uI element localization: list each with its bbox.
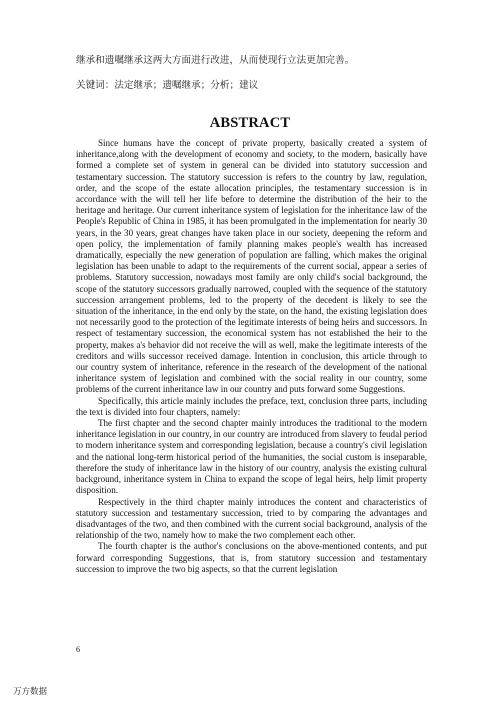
abstract-paragraph-2: Specifically, this article mainly includes the preface, text, conclusion three parts, including the text is divided into four chapters, namely: (76, 395, 427, 417)
abstract-paragraph-3: The first chapter and the second chapter mainly introduces the traditional to the modern inheritance legislation in our country, in our country are introduced from slavery to feudal period to modern inheritance system and corresponding legislation, because a country's civil legislation and the national long-term historical period of the humanities, the social custom is inseparable, therefore the study of inheritance law in the history of our country, analysis the existing cultural background, inheritance system in China to expand the scope of legal heirs, help limit property disposition. (76, 418, 427, 496)
abstract-paragraph-5: The fourth chapter is the author's conclusions on the above-mentioned contents, and put forward corresponding Suggestions, that is, from statutory succession and testamentary succession to improve the two big aspects, so that the current legislation (76, 541, 427, 574)
abstract-paragraph-1: Since humans have the concept of private property, basically created a system of inheritance,along with the development of economy and society, to the modern, basically have formed a complete set of system in general can be divided into statutory succession and testamentary succession. The statutory succession is refers to the country by law, regulation, order, and the scope of the estate allocation principles, the testamentary succession is in accordance with the will tell her life before to determine the distribution of the heir to the heritage and heritage. Our current inheritance system of legislation for the inheritance law of the People's Republic of China in 1985, it has been promulgated in the implementation for nearly 30 years, in the 30 years, great changes have taken place in our society, deepening the reform and open policy, the implementation of family planning makes people's wealth has increased dramatically, especially the new generation of population are falling, which makes the original legislation has been unable to adapt to the requirements of the current social, appear a series of problems. Statutory succession, nowadays most family are only child's social background, the scope of the statutory successors gradually narrowed, coupled with the sequence of the statutory succession arrangement problems, led to the property of the decedent is likely to see the situation of the inheritance, in the end only by the state, on the hand, the existing legislation does not necessarily good to the protection of the legitimate interests of being heirs and successors. In respect of testamentary succession, the economical system has not established the heir to the property, makes a's behavior did not receive the will as well, make the legitimate interests of the creditors and wills successor received damage. Intention in conclusion, this article through to our country system of inheritance, reference in the research of the development of the national inheritance system of legislation and combined with the social reality in our country, some problems of the current inheritance law in our country and puts forward some Suggestions. (76, 138, 427, 395)
abstract-title: ABSTRACT (209, 115, 291, 131)
page-number: 6 (76, 645, 80, 654)
abstract-body (76, 138, 427, 575)
abstract-paragraph-4: Respectively in the third chapter mainly introduces the content and characteristics of statutory succession and testamentary succession, tried to by comparing the advantages and disadvantages of the two, and then combined with the current social background, analysis of the relationship of the two, namely how to make the two complement each other. (76, 496, 427, 541)
chinese-keywords-line: 关键词：法定继承；遗嘱继承；分析；建议 (76, 80, 259, 91)
footer-brand: 万方数据 (13, 687, 48, 697)
chinese-summary-line: 继承和遗嘱继承这两大方面进行改进，从而使现行立法更加完善。 (76, 55, 355, 66)
